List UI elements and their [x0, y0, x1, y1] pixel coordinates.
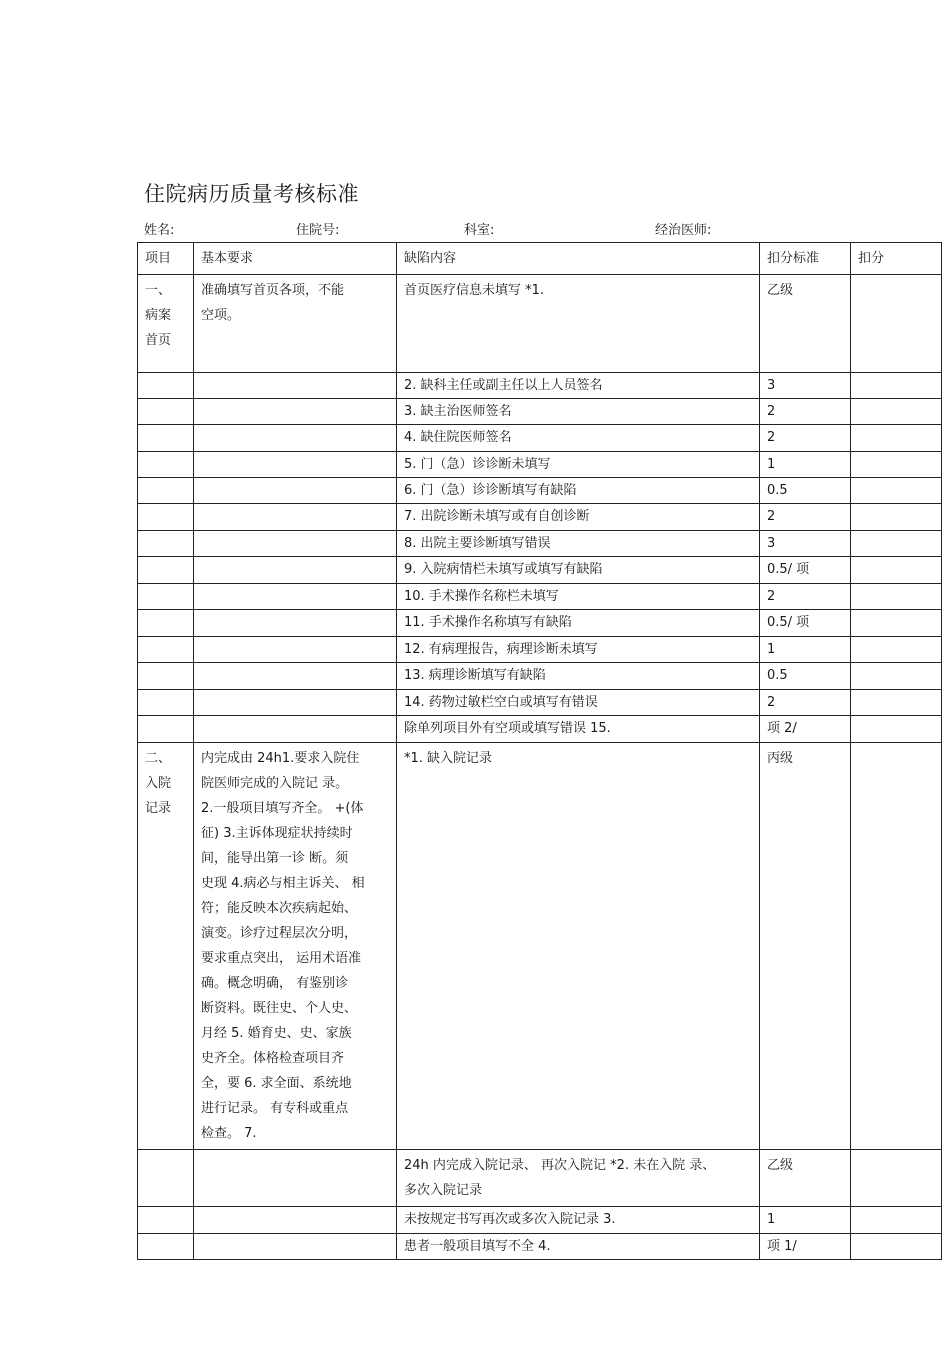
row-item: [138, 637, 194, 663]
row-item: [138, 716, 194, 743]
row-deduction-standard: 2: [760, 690, 851, 716]
row-deduction-standard: 1: [760, 637, 851, 663]
field-doctor-label: 经治医师:: [655, 223, 712, 238]
row-deduction-standard: 丙级: [760, 743, 851, 1150]
row-deduction-standard: 0.5/ 项: [760, 610, 851, 637]
row-deduction-standard: 乙级: [760, 1150, 851, 1207]
row-requirement: [194, 531, 397, 557]
row-deduction: [851, 478, 942, 504]
row-defect: 6. 门（急）诊诊断填写有缺陷: [397, 478, 760, 504]
row-requirement: 内完成由 24h1.要求入院住 院医师完成的入院记 录。 2.一般项目填写齐全。 +(体 征) 3.主诉体现症状持续时 间，能导出第一诊 断。须 史现 4.病必与相主诉关、 相 符；能反映本次疾病起始、 演变。诊疗过程层次分明， 要求重点突出， 运用术语准 确。概念明确， 有鉴别诊 断资料。既往史、个人史、 月经 5. 婚育史、史、家族 史齐全。体格检查项目齐 全，要 6. 求全面、系统地 进行记录。 有专科或重点 检查。 7.: [194, 743, 397, 1150]
row-deduction-standard: 乙级: [760, 275, 851, 373]
row-requirement: [194, 1150, 397, 1207]
row-requirement: [194, 504, 397, 531]
row-deduction: [851, 637, 942, 663]
row-item: [138, 1150, 194, 1207]
row-deduction: [851, 452, 942, 478]
row-item: 二、 入院 记录: [138, 743, 194, 1150]
field-name-label: 姓名:: [144, 223, 175, 238]
row-deduction: [851, 425, 942, 452]
row-item: [138, 610, 194, 637]
row-requirement: 准确填写首页各项，不能 空项。: [194, 275, 397, 373]
row-item: [138, 1234, 194, 1260]
row-deduction: [851, 584, 942, 610]
row-deduction: [851, 373, 942, 399]
row-defect: 首页医疗信息未填写 *1.: [397, 275, 760, 373]
row-item: [138, 504, 194, 531]
row-defect: 11. 手术操作名称填写有缺陷: [397, 610, 760, 637]
header-deduction-standard: 扣分标准: [760, 243, 851, 275]
row-item: [138, 1207, 194, 1234]
row-defect: 12. 有病理报告，病理诊断未填写: [397, 637, 760, 663]
table-row: [138, 690, 942, 716]
table-row: [138, 663, 942, 690]
row-deduction-standard: 3: [760, 531, 851, 557]
row-defect: 10. 手术操作名称栏未填写: [397, 584, 760, 610]
row-requirement: [194, 1207, 397, 1234]
table-row: [138, 557, 942, 584]
row-deduction: [851, 1150, 942, 1207]
table-row: [138, 478, 942, 504]
row-requirement: [194, 637, 397, 663]
table-row: [138, 425, 942, 452]
row-deduction: [851, 504, 942, 531]
row-requirement: [194, 1234, 397, 1260]
row-item: [138, 373, 194, 399]
table-row: [138, 716, 942, 743]
table-row: [138, 610, 942, 637]
row-defect: *1. 缺入院记录: [397, 743, 760, 1150]
row-deduction-standard: 项 1/: [760, 1234, 851, 1260]
row-requirement: [194, 557, 397, 584]
row-item: [138, 557, 194, 584]
table-row: [138, 1207, 942, 1234]
row-deduction: [851, 399, 942, 425]
row-deduction-standard: 0.5/ 项: [760, 557, 851, 584]
row-deduction: [851, 557, 942, 584]
header-deduction: 扣分: [851, 243, 942, 275]
row-deduction-standard: 2: [760, 584, 851, 610]
document-title: 住院病历质量考核标准: [144, 182, 359, 206]
row-requirement: [194, 584, 397, 610]
row-deduction: [851, 610, 942, 637]
row-requirement: [194, 690, 397, 716]
row-deduction: [851, 1234, 942, 1260]
table-row: [138, 399, 942, 425]
row-deduction: [851, 1207, 942, 1234]
row-deduction-standard: 2: [760, 399, 851, 425]
row-requirement: [194, 478, 397, 504]
row-defect: 4. 缺住院医师签名: [397, 425, 760, 452]
row-defect: 13. 病理诊断填写有缺陷: [397, 663, 760, 690]
row-defect: 9. 入院病情栏未填写或填写有缺陷: [397, 557, 760, 584]
header-requirement: 基本要求: [194, 243, 397, 275]
row-item: [138, 425, 194, 452]
row-item: [138, 584, 194, 610]
row-requirement: [194, 716, 397, 743]
row-defect: 8. 出院主要诊断填写错误: [397, 531, 760, 557]
row-requirement: [194, 425, 397, 452]
row-defect: 2. 缺科主任或副主任以上人员签名: [397, 373, 760, 399]
row-defect: 患者一般项目填写不全 4.: [397, 1234, 760, 1260]
row-item: [138, 690, 194, 716]
row-deduction-standard: 3: [760, 373, 851, 399]
table-body: [138, 275, 942, 1260]
row-defect: 3. 缺主治医师签名: [397, 399, 760, 425]
row-item: [138, 478, 194, 504]
row-deduction: [851, 743, 942, 1150]
field-department-label: 科室:: [464, 223, 495, 238]
row-defect: 未按规定书写再次或多次入院记录 3.: [397, 1207, 760, 1234]
quality-standard-table: [137, 242, 942, 1260]
row-item: [138, 452, 194, 478]
row-deduction-standard: 1: [760, 452, 851, 478]
table-row: [138, 584, 942, 610]
row-deduction: [851, 275, 942, 373]
row-defect: 14. 药物过敏栏空白或填写有错误: [397, 690, 760, 716]
row-item: [138, 399, 194, 425]
row-deduction: [851, 531, 942, 557]
row-requirement: [194, 452, 397, 478]
row-deduction-standard: 2: [760, 425, 851, 452]
row-deduction-standard: 项 2/: [760, 716, 851, 743]
table-row: [138, 1150, 942, 1207]
row-item: 一、 病案 首页: [138, 275, 194, 373]
row-defect: 5. 门（急）诊诊断未填写: [397, 452, 760, 478]
table-row: [138, 637, 942, 663]
row-deduction: [851, 663, 942, 690]
header-defect: 缺陷内容: [397, 243, 760, 275]
table-row: [138, 743, 942, 1150]
table-row: [138, 531, 942, 557]
row-defect: 24h 内完成入院记录、 再次入院记 *2. 未在入院 录、 多次入院记录: [397, 1150, 760, 1207]
row-deduction-standard: 0.5: [760, 663, 851, 690]
row-deduction: [851, 690, 942, 716]
row-defect: 除单列项目外有空项或填写错误 15.: [397, 716, 760, 743]
table-header-row: [138, 243, 942, 275]
row-deduction: [851, 716, 942, 743]
row-deduction-standard: 2: [760, 504, 851, 531]
row-item: [138, 663, 194, 690]
row-requirement: [194, 373, 397, 399]
table-row: [138, 504, 942, 531]
header-item: 项目: [138, 243, 194, 275]
row-deduction-standard: 1: [760, 1207, 851, 1234]
row-requirement: [194, 663, 397, 690]
field-admission-no-label: 住院号:: [296, 223, 340, 238]
row-item: [138, 531, 194, 557]
table-row: [138, 452, 942, 478]
table-row: [138, 373, 942, 399]
row-requirement: [194, 610, 397, 637]
row-deduction-standard: 0.5: [760, 478, 851, 504]
row-defect: 7. 出院诊断未填写或有自创诊断: [397, 504, 760, 531]
row-requirement: [194, 399, 397, 425]
table-row: [138, 1234, 942, 1260]
table-row: [138, 275, 942, 373]
